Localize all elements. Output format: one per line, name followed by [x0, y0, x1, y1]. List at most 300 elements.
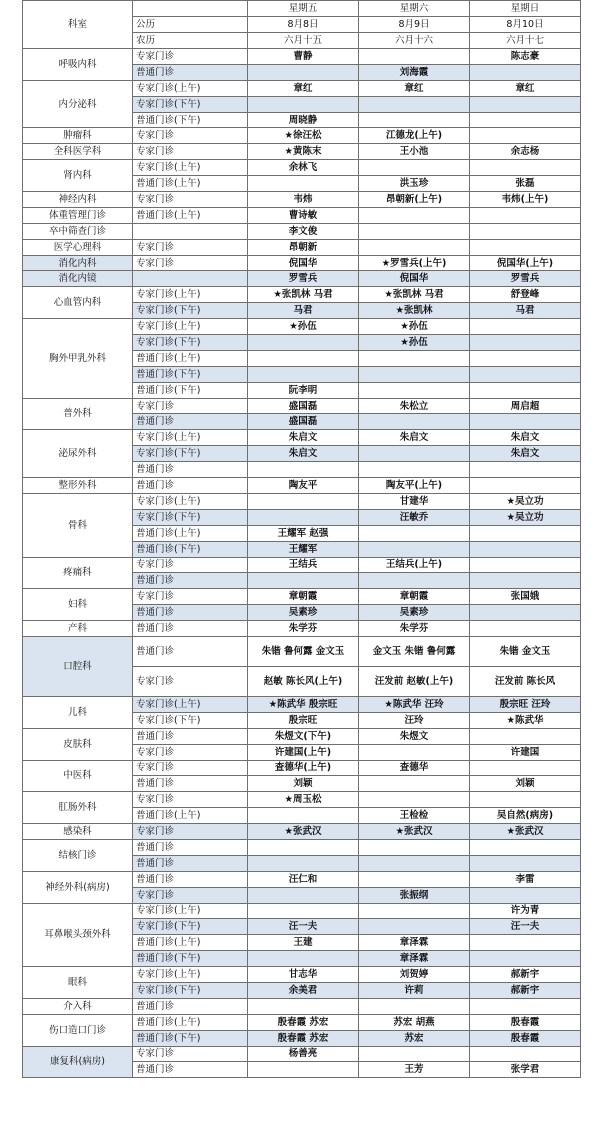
doctor-cell: 殷宗旺	[248, 712, 359, 728]
doctor-cell	[470, 728, 581, 744]
doctor-cell: 许为青	[470, 903, 581, 919]
doctor-cell	[359, 414, 470, 430]
doctor-cell	[248, 350, 359, 366]
schedule-row	[23, 160, 581, 176]
doctor-cell: 张磊	[470, 176, 581, 192]
clinic-type: 普通门诊(上午)	[133, 1014, 248, 1030]
doctor-cell: 罗雪兵	[470, 271, 581, 287]
doctor-cell: 余林飞	[248, 160, 359, 176]
doctor-cell	[470, 335, 581, 351]
doctor-cell: ★张武汉	[470, 824, 581, 840]
schedule-row	[23, 80, 581, 96]
doctor-cell: ★罗雪兵(上午)	[359, 255, 470, 271]
doctor-cell: 李雷	[470, 871, 581, 887]
doctor-cell	[470, 160, 581, 176]
doctor-cell	[248, 509, 359, 525]
clinic-type: 普通门诊	[133, 776, 248, 792]
doctor-cell: ★周玉松	[248, 792, 359, 808]
clinic-type: 普通门诊(下午)	[133, 541, 248, 557]
schedule-row	[23, 636, 581, 666]
doctor-cell	[470, 96, 581, 112]
doctor-cell: ★张凯林	[359, 303, 470, 319]
doctor-cell	[470, 128, 581, 144]
doctor-cell: 王耀军 赵强	[248, 525, 359, 541]
department-name: 消化内科	[23, 255, 133, 271]
doctor-cell: 刘颖	[470, 776, 581, 792]
doctor-cell	[359, 903, 470, 919]
weekday-3: 星期日	[470, 1, 581, 17]
doctor-cell: 许莉	[359, 982, 470, 998]
schedule-row	[23, 398, 581, 414]
clinic-type: 普通门诊	[133, 573, 248, 589]
department-name: 结核门诊	[23, 839, 133, 871]
doctor-cell	[248, 1062, 359, 1078]
doctor-cell: 刘颖	[248, 776, 359, 792]
doctor-cell	[470, 478, 581, 494]
doctor-cell: 盛国磊	[248, 398, 359, 414]
clinic-type: 专家门诊(下午)	[133, 96, 248, 112]
doctor-cell: 张国娥	[470, 589, 581, 605]
clinic-type: 专家门诊(下午)	[133, 982, 248, 998]
doctor-cell	[248, 887, 359, 903]
schedule-body	[23, 1, 581, 1078]
department-name: 感染科	[23, 824, 133, 840]
doctor-cell	[470, 887, 581, 903]
doctor-cell: 舒登峰	[470, 287, 581, 303]
schedule-row	[23, 557, 581, 573]
clinic-schedule-table	[22, 0, 581, 1078]
doctor-cell	[470, 1046, 581, 1062]
doctor-cell: 汪一夫	[470, 919, 581, 935]
doctor-cell	[359, 239, 470, 255]
doctor-cell: 郝新宇	[470, 967, 581, 983]
clinic-type: 普通门诊(上午)	[133, 207, 248, 223]
doctor-cell	[470, 382, 581, 398]
doctor-cell	[248, 839, 359, 855]
doctor-cell: 杨善亮	[248, 1046, 359, 1062]
doctor-cell: 赵敏 陈长风(上午)	[248, 666, 359, 696]
department-name: 全科医学科	[23, 144, 133, 160]
schedule-row	[23, 760, 581, 776]
doctor-cell	[359, 366, 470, 382]
schedule-row	[23, 49, 581, 65]
doctor-cell	[470, 760, 581, 776]
doctor-cell	[248, 176, 359, 192]
clinic-type: 普通门诊	[133, 621, 248, 637]
doctor-cell: 王耀军	[248, 541, 359, 557]
department-name: 妇科	[23, 589, 133, 621]
doctor-cell: 朱松立	[359, 398, 470, 414]
doctor-cell: 刘贺婷	[359, 967, 470, 983]
doctor-cell: 朱启文	[470, 430, 581, 446]
clinic-type: 普通门诊	[133, 478, 248, 494]
doctor-cell	[248, 335, 359, 351]
doctor-cell	[470, 605, 581, 621]
doctor-cell: 李文俊	[248, 223, 359, 239]
doctor-cell: 曹静	[248, 49, 359, 65]
doctor-cell: 章红	[359, 80, 470, 96]
clinic-type: 普通门诊(下午)	[133, 951, 248, 967]
clinic-type: 普通门诊(上午)	[133, 176, 248, 192]
clinic-type: 专家门诊	[133, 192, 248, 208]
department-name: 肿瘤科	[23, 128, 133, 144]
clinic-type: 普通门诊	[133, 636, 248, 666]
doctor-cell	[359, 541, 470, 557]
doctor-cell	[248, 808, 359, 824]
department-name: 骨科	[23, 493, 133, 557]
department-name: 眼科	[23, 967, 133, 999]
clinic-type: 专家门诊	[133, 1046, 248, 1062]
doctor-cell	[359, 112, 470, 128]
doctor-cell: 苏宏	[359, 1030, 470, 1046]
schedule-row	[23, 1046, 581, 1062]
doctor-cell	[359, 160, 470, 176]
schedule-row	[23, 871, 581, 887]
doctor-cell: 王检检	[359, 808, 470, 824]
clinic-type: 专家门诊	[133, 792, 248, 808]
clinic-type: 专家门诊	[133, 744, 248, 760]
doctor-cell	[470, 621, 581, 637]
doctor-cell	[470, 792, 581, 808]
doctor-cell: 马君	[248, 303, 359, 319]
doctor-cell: 许建国(上午)	[248, 744, 359, 760]
clinic-type: 专家门诊	[133, 557, 248, 573]
solar-date-1: 8月8日	[248, 17, 359, 33]
department-name: 中医科	[23, 760, 133, 792]
schedule-row	[23, 824, 581, 840]
department-name: 医学心理科	[23, 239, 133, 255]
clinic-type: 专家门诊(下午)	[133, 712, 248, 728]
doctor-cell: 甘建华	[359, 493, 470, 509]
clinic-type: 专家门诊(上午)	[133, 319, 248, 335]
doctor-cell	[470, 64, 581, 80]
clinic-type: 普通门诊	[133, 871, 248, 887]
doctor-cell: 金文玉 朱锴 鲁何露	[359, 636, 470, 666]
doctor-cell: 张学君	[470, 1062, 581, 1078]
doctor-cell	[359, 744, 470, 760]
doctor-cell: ★徐汪松	[248, 128, 359, 144]
doctor-cell	[248, 998, 359, 1014]
department-name: 整形外科	[23, 478, 133, 494]
clinic-type: 普通门诊	[133, 855, 248, 871]
department-name: 儿科	[23, 696, 133, 728]
clinic-type: 专家门诊(下午)	[133, 446, 248, 462]
doctor-cell: 章红	[470, 80, 581, 96]
doctor-cell: 王建	[248, 935, 359, 951]
department-name: 伤口造口门诊	[23, 1014, 133, 1046]
doctor-cell: ★孙伍	[359, 319, 470, 335]
lunar-date-3: 六月十七	[470, 33, 581, 49]
lunar-label: 农历	[133, 33, 248, 49]
department-name: 产科	[23, 621, 133, 637]
department-name: 泌尿外科	[23, 430, 133, 478]
doctor-cell: 陈志豪	[470, 49, 581, 65]
doctor-cell	[359, 855, 470, 871]
header-row-weekday	[23, 1, 581, 17]
clinic-type	[133, 223, 248, 239]
clinic-type: 普通门诊	[133, 462, 248, 478]
schedule-row	[23, 319, 581, 335]
dept-header: 科室	[23, 1, 133, 49]
clinic-type: 专家门诊	[133, 589, 248, 605]
doctor-cell: ★张凯林 马君	[248, 287, 359, 303]
doctor-cell	[470, 998, 581, 1014]
doctor-cell: 昂朝新(上午)	[359, 192, 470, 208]
department-name: 肛肠外科	[23, 792, 133, 824]
schedule-row	[23, 696, 581, 712]
schedule-row	[23, 239, 581, 255]
weekday-1: 星期五	[248, 1, 359, 17]
clinic-type	[133, 271, 248, 287]
doctor-cell	[248, 64, 359, 80]
doctor-cell	[470, 462, 581, 478]
doctor-cell: ★孙伍	[359, 335, 470, 351]
schedule-row	[23, 144, 581, 160]
doctor-cell: 朱启文	[470, 446, 581, 462]
schedule-row	[23, 1014, 581, 1030]
doctor-cell	[470, 239, 581, 255]
clinic-type: 普通门诊	[133, 1062, 248, 1078]
doctor-cell: ★陈武华 汪玲	[359, 696, 470, 712]
doctor-cell: 盛国磊	[248, 414, 359, 430]
doctor-cell	[359, 871, 470, 887]
doctor-cell: 朱启文	[248, 446, 359, 462]
clinic-type: 普通门诊(下午)	[133, 1030, 248, 1046]
doctor-cell: 张振纲	[359, 887, 470, 903]
department-name: 呼吸内科	[23, 49, 133, 81]
doctor-cell: 汪一夫	[248, 919, 359, 935]
doctor-cell: 殷春霞	[470, 1014, 581, 1030]
department-name: 疼痛科	[23, 557, 133, 589]
doctor-cell: ★张武汉	[359, 824, 470, 840]
schedule-row	[23, 287, 581, 303]
doctor-cell: 朱启文	[248, 430, 359, 446]
department-name: 体重管理门诊	[23, 207, 133, 223]
doctor-cell	[359, 382, 470, 398]
clinic-type: 普通门诊(上午)	[133, 525, 248, 541]
doctor-cell: 章红	[248, 80, 359, 96]
department-name: 神经内科	[23, 192, 133, 208]
clinic-type: 专家门诊	[133, 144, 248, 160]
clinic-type: 普通门诊	[133, 998, 248, 1014]
doctor-cell	[248, 96, 359, 112]
doctor-cell: 周启超	[470, 398, 581, 414]
doctor-cell: 曹诗敏	[248, 207, 359, 223]
doctor-cell: 倪国华	[248, 255, 359, 271]
clinic-type: 普通门诊	[133, 414, 248, 430]
doctor-cell: 殷春霞	[470, 1030, 581, 1046]
doctor-cell: 马君	[470, 303, 581, 319]
doctor-cell: 朱锴 金文玉	[470, 636, 581, 666]
doctor-cell: 周晓静	[248, 112, 359, 128]
doctor-cell: 殷宗旺 汪玲	[470, 696, 581, 712]
schedule-row	[23, 589, 581, 605]
doctor-cell	[470, 525, 581, 541]
department-name: 耳鼻喉头颈外科	[23, 903, 133, 967]
doctor-cell: 余志杨	[470, 144, 581, 160]
clinic-type: 普通门诊(上午)	[133, 935, 248, 951]
doctor-cell: 朱学芬	[359, 621, 470, 637]
doctor-cell	[470, 350, 581, 366]
department-name: 皮肤科	[23, 728, 133, 760]
doctor-cell: 王结兵(上午)	[359, 557, 470, 573]
doctor-cell	[470, 207, 581, 223]
doctor-cell: ★吴立功	[470, 493, 581, 509]
doctor-cell	[248, 493, 359, 509]
doctor-cell	[470, 839, 581, 855]
department-name: 介入科	[23, 998, 133, 1014]
solar-date-2: 8月9日	[359, 17, 470, 33]
department-name: 内分泌科	[23, 80, 133, 128]
department-name: 康复科(病房)	[23, 1046, 133, 1078]
doctor-cell	[248, 951, 359, 967]
doctor-cell	[470, 366, 581, 382]
doctor-cell: 查德华	[359, 760, 470, 776]
clinic-type: 专家门诊(上午)	[133, 287, 248, 303]
doctor-cell: 王结兵	[248, 557, 359, 573]
department-name: 神经外科(病房)	[23, 871, 133, 903]
doctor-cell: 汪发前 陈长风	[470, 666, 581, 696]
department-name: 肾内科	[23, 160, 133, 192]
clinic-type: 普通门诊(下午)	[133, 366, 248, 382]
doctor-cell: 查德华(上午)	[248, 760, 359, 776]
doctor-cell	[359, 207, 470, 223]
doctor-cell: 王芳	[359, 1062, 470, 1078]
schedule-row	[23, 792, 581, 808]
doctor-cell: 甘志华	[248, 967, 359, 983]
clinic-type: 普通门诊(上午)	[133, 350, 248, 366]
doctor-cell: ★张凯林 马君	[359, 287, 470, 303]
solar-label: 公历	[133, 17, 248, 33]
doctor-cell: 吴自然(病房)	[470, 808, 581, 824]
doctor-cell: 殷春霞 苏宏	[248, 1030, 359, 1046]
department-name: 胸外甲乳外科	[23, 319, 133, 398]
department-name: 消化内镜	[23, 271, 133, 287]
doctor-cell	[359, 573, 470, 589]
doctor-cell: 朱启文	[359, 430, 470, 446]
doctor-cell: ★陈武华	[470, 712, 581, 728]
doctor-cell	[359, 525, 470, 541]
doctor-cell: 余美君	[248, 982, 359, 998]
doctor-cell: 阮李明	[248, 382, 359, 398]
doctor-cell: 罗雪兵	[248, 271, 359, 287]
doctor-cell	[359, 446, 470, 462]
doctor-cell: 王小池	[359, 144, 470, 160]
clinic-type: 专家门诊	[133, 255, 248, 271]
schedule-row	[23, 128, 581, 144]
doctor-cell: 韦炜	[248, 192, 359, 208]
doctor-cell: 朱学芬	[248, 621, 359, 637]
doctor-cell: 许建国	[470, 744, 581, 760]
doctor-cell: 章泽霖	[359, 935, 470, 951]
clinic-type: 专家门诊	[133, 666, 248, 696]
doctor-cell	[470, 935, 581, 951]
schedule-row	[23, 223, 581, 239]
doctor-cell	[248, 855, 359, 871]
doctor-cell	[359, 839, 470, 855]
doctor-cell	[359, 350, 470, 366]
clinic-type: 专家门诊(下午)	[133, 919, 248, 935]
clinic-type: 专家门诊(上午)	[133, 696, 248, 712]
doctor-cell	[470, 319, 581, 335]
doctor-cell	[359, 462, 470, 478]
doctor-cell: 韦炜(上午)	[470, 192, 581, 208]
doctor-cell	[359, 1046, 470, 1062]
doctor-cell: 汪仁和	[248, 871, 359, 887]
doctor-cell: 吴素珍	[359, 605, 470, 621]
clinic-type: 专家门诊	[133, 49, 248, 65]
doctor-cell: 汪敏乔	[359, 509, 470, 525]
schedule-row	[23, 728, 581, 744]
clinic-type: 专家门诊(上午)	[133, 80, 248, 96]
department-name: 普外科	[23, 398, 133, 430]
doctor-cell: ★张武汉	[248, 824, 359, 840]
schedule-row	[23, 271, 581, 287]
clinic-type: 专家门诊(下午)	[133, 509, 248, 525]
department-name: 口腔科	[23, 636, 133, 696]
doctor-cell: 朱锴 鲁何露 金文玉	[248, 636, 359, 666]
schedule-row	[23, 478, 581, 494]
clinic-type: 专家门诊	[133, 887, 248, 903]
schedule-row	[23, 207, 581, 223]
doctor-cell	[359, 49, 470, 65]
clinic-type: 普通门诊(下午)	[133, 382, 248, 398]
doctor-cell	[470, 541, 581, 557]
clinic-type: 专家门诊(下午)	[133, 335, 248, 351]
clinic-type: 普通门诊	[133, 839, 248, 855]
doctor-cell	[359, 792, 470, 808]
doctor-cell: 郝新宇	[470, 982, 581, 998]
doctor-cell: ★吴立功	[470, 509, 581, 525]
clinic-type: 专家门诊(上午)	[133, 967, 248, 983]
clinic-type: 专家门诊	[133, 128, 248, 144]
doctor-cell: ★黄陈末	[248, 144, 359, 160]
doctor-cell	[470, 223, 581, 239]
doctor-cell: 江德龙(上午)	[359, 128, 470, 144]
clinic-type: 专家门诊(上午)	[133, 903, 248, 919]
doctor-cell: 章泽霖	[359, 951, 470, 967]
doctor-cell: 昂朝新	[248, 239, 359, 255]
doctor-cell	[470, 573, 581, 589]
doctor-cell: 苏宏 胡燕	[359, 1014, 470, 1030]
doctor-cell	[359, 998, 470, 1014]
doctor-cell: 朱煜文(下午)	[248, 728, 359, 744]
doctor-cell: 刘海霞	[359, 64, 470, 80]
doctor-cell	[248, 366, 359, 382]
schedule-row	[23, 255, 581, 271]
clinic-type: 普通门诊	[133, 728, 248, 744]
lunar-date-2: 六月十六	[359, 33, 470, 49]
schedule-row	[23, 839, 581, 855]
clinic-type: 普通门诊	[133, 605, 248, 621]
doctor-cell: 陶友平	[248, 478, 359, 494]
doctor-cell: 倪国华(上午)	[470, 255, 581, 271]
clinic-type: 普通门诊(上午)	[133, 808, 248, 824]
clinic-type: 普通门诊	[133, 64, 248, 80]
clinic-type: 专家门诊	[133, 824, 248, 840]
doctor-cell: 章朝霞	[248, 589, 359, 605]
doctor-cell: 章朝霞	[359, 589, 470, 605]
department-name: 心血管内科	[23, 287, 133, 319]
doctor-cell: 汪发前 赵敏(上午)	[359, 666, 470, 696]
clinic-type: 专家门诊	[133, 239, 248, 255]
department-name: 卒中筛查门诊	[23, 223, 133, 239]
clinic-type: 普通门诊(下午)	[133, 112, 248, 128]
clinic-type: 专家门诊(上午)	[133, 160, 248, 176]
clinic-type: 专家门诊	[133, 760, 248, 776]
doctor-cell	[470, 557, 581, 573]
doctor-cell	[359, 223, 470, 239]
